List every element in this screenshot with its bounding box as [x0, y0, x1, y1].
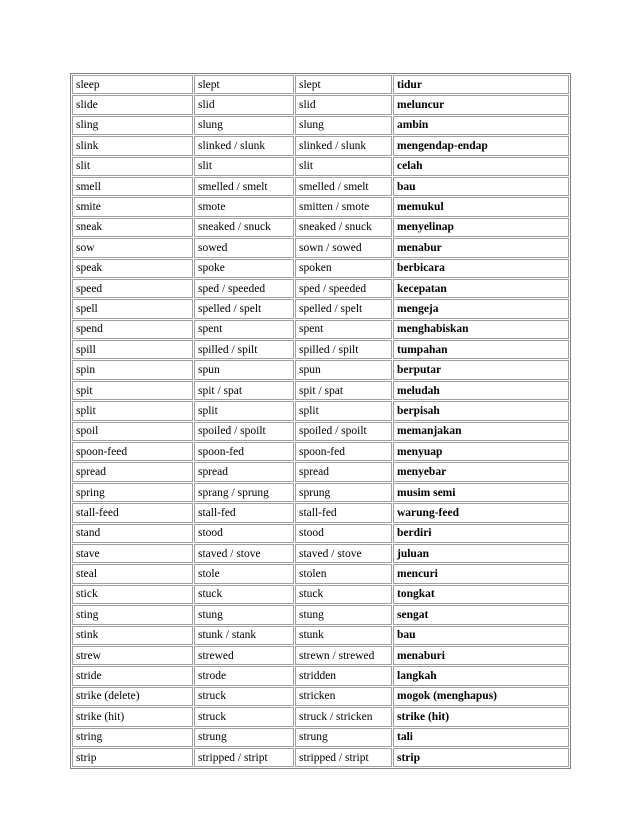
base-form-cell: slide: [72, 95, 193, 114]
base-form-cell: split: [72, 401, 193, 420]
past-tense-cell: spun: [194, 360, 294, 379]
past-participle-cell: stripped / stript: [295, 748, 392, 767]
past-tense-cell: stung: [194, 605, 294, 624]
table-body: [72, 75, 569, 767]
table-row: [72, 626, 569, 645]
base-form-cell: slink: [72, 136, 193, 155]
past-tense-cell: smote: [194, 197, 294, 216]
translation-cell: strip: [393, 748, 569, 767]
past-participle-cell: sneaked / snuck: [295, 218, 392, 237]
base-form-cell: stave: [72, 544, 193, 563]
translation-cell: tongkat: [393, 585, 569, 604]
translation-cell: berdiri: [393, 524, 569, 543]
table-row: [72, 320, 569, 339]
past-participle-cell: struck / stricken: [295, 707, 392, 726]
past-participle-cell: sped / speeded: [295, 279, 392, 298]
past-tense-cell: spoon-fed: [194, 442, 294, 461]
past-tense-cell: slid: [194, 95, 294, 114]
translation-cell: celah: [393, 157, 569, 176]
past-tense-cell: stood: [194, 524, 294, 543]
base-form-cell: spend: [72, 320, 193, 339]
past-participle-cell: slept: [295, 75, 392, 94]
past-participle-cell: stolen: [295, 564, 392, 583]
past-participle-cell: stunk: [295, 626, 392, 645]
past-tense-cell: stole: [194, 564, 294, 583]
past-participle-cell: stood: [295, 524, 392, 543]
past-participle-cell: slit: [295, 157, 392, 176]
translation-cell: juluan: [393, 544, 569, 563]
base-form-cell: sleep: [72, 75, 193, 94]
past-tense-cell: split: [194, 401, 294, 420]
table-row: [72, 401, 569, 420]
past-participle-cell: strewn / strewed: [295, 646, 392, 665]
translation-cell: langkah: [393, 666, 569, 685]
base-form-cell: stink: [72, 626, 193, 645]
table-row: [72, 544, 569, 563]
irregular-verbs-table: [70, 73, 571, 769]
table-row: [72, 177, 569, 196]
past-tense-cell: spelled / spelt: [194, 299, 294, 318]
translation-cell: memukul: [393, 197, 569, 216]
past-participle-cell: spent: [295, 320, 392, 339]
past-participle-cell: spoiled / spoilt: [295, 422, 392, 441]
table-row: [72, 483, 569, 502]
translation-cell: mengendap-endap: [393, 136, 569, 155]
base-form-cell: strike (delete): [72, 687, 193, 706]
past-participle-cell: spelled / spelt: [295, 299, 392, 318]
past-tense-cell: stall-fed: [194, 503, 294, 522]
translation-cell: sengat: [393, 605, 569, 624]
base-form-cell: spill: [72, 340, 193, 359]
past-participle-cell: spit / spat: [295, 381, 392, 400]
translation-cell: menyebar: [393, 462, 569, 481]
past-participle-cell: split: [295, 401, 392, 420]
table-row: [72, 687, 569, 706]
past-participle-cell: stuck: [295, 585, 392, 604]
past-participle-cell: slid: [295, 95, 392, 114]
past-tense-cell: sneaked / snuck: [194, 218, 294, 237]
translation-cell: menabur: [393, 238, 569, 257]
past-participle-cell: spoken: [295, 259, 392, 278]
translation-cell: warung-feed: [393, 503, 569, 522]
document-page: [70, 73, 568, 769]
base-form-cell: smell: [72, 177, 193, 196]
table-row: [72, 707, 569, 726]
table-row: [72, 524, 569, 543]
base-form-cell: sow: [72, 238, 193, 257]
past-participle-cell: sprung: [295, 483, 392, 502]
table-row: [72, 259, 569, 278]
translation-cell: musim semi: [393, 483, 569, 502]
table-row: [72, 748, 569, 767]
base-form-cell: sting: [72, 605, 193, 624]
past-tense-cell: spread: [194, 462, 294, 481]
table-row: [72, 136, 569, 155]
past-tense-cell: sprang / sprung: [194, 483, 294, 502]
translation-cell: kecepatan: [393, 279, 569, 298]
past-participle-cell: spread: [295, 462, 392, 481]
past-tense-cell: spoiled / spoilt: [194, 422, 294, 441]
table-row: [72, 422, 569, 441]
past-tense-cell: stuck: [194, 585, 294, 604]
base-form-cell: stick: [72, 585, 193, 604]
translation-cell: mogok (menghapus): [393, 687, 569, 706]
past-tense-cell: spilled / spilt: [194, 340, 294, 359]
table-row: [72, 503, 569, 522]
past-tense-cell: spit / spat: [194, 381, 294, 400]
translation-cell: strike (hit): [393, 707, 569, 726]
table-row: [72, 585, 569, 604]
base-form-cell: smite: [72, 197, 193, 216]
table-row: [72, 605, 569, 624]
past-tense-cell: spoke: [194, 259, 294, 278]
past-tense-cell: spent: [194, 320, 294, 339]
base-form-cell: sling: [72, 116, 193, 135]
base-form-cell: strip: [72, 748, 193, 767]
past-tense-cell: strewed: [194, 646, 294, 665]
past-participle-cell: stricken: [295, 687, 392, 706]
table-row: [72, 381, 569, 400]
translation-cell: memanjakan: [393, 422, 569, 441]
translation-cell: bau: [393, 177, 569, 196]
translation-cell: berbicara: [393, 259, 569, 278]
past-participle-cell: slinked / slunk: [295, 136, 392, 155]
translation-cell: mencuri: [393, 564, 569, 583]
translation-cell: menyuap: [393, 442, 569, 461]
base-form-cell: stall-feed: [72, 503, 193, 522]
past-tense-cell: struck: [194, 707, 294, 726]
past-tense-cell: strung: [194, 728, 294, 747]
base-form-cell: speak: [72, 259, 193, 278]
table-row: [72, 666, 569, 685]
past-tense-cell: stripped / stript: [194, 748, 294, 767]
base-form-cell: spread: [72, 462, 193, 481]
table-row: [72, 340, 569, 359]
table-row: [72, 238, 569, 257]
base-form-cell: spoil: [72, 422, 193, 441]
past-participle-cell: spoon-fed: [295, 442, 392, 461]
past-participle-cell: stall-fed: [295, 503, 392, 522]
translation-cell: meluncur: [393, 95, 569, 114]
base-form-cell: stride: [72, 666, 193, 685]
past-tense-cell: slit: [194, 157, 294, 176]
past-tense-cell: staved / stove: [194, 544, 294, 563]
table-row: [72, 218, 569, 237]
table-row: [72, 279, 569, 298]
past-participle-cell: smitten / smote: [295, 197, 392, 216]
base-form-cell: speed: [72, 279, 193, 298]
table-row: [72, 157, 569, 176]
table-row: [72, 299, 569, 318]
base-form-cell: string: [72, 728, 193, 747]
translation-cell: menyelinap: [393, 218, 569, 237]
past-participle-cell: staved / stove: [295, 544, 392, 563]
translation-cell: berputar: [393, 360, 569, 379]
past-participle-cell: spun: [295, 360, 392, 379]
translation-cell: ambin: [393, 116, 569, 135]
past-tense-cell: sowed: [194, 238, 294, 257]
translation-cell: tumpahan: [393, 340, 569, 359]
translation-cell: berpisah: [393, 401, 569, 420]
base-form-cell: spit: [72, 381, 193, 400]
table-row: [72, 360, 569, 379]
translation-cell: tali: [393, 728, 569, 747]
translation-cell: meludah: [393, 381, 569, 400]
table-row: [72, 75, 569, 94]
table-row: [72, 197, 569, 216]
base-form-cell: spell: [72, 299, 193, 318]
translation-cell: menghabiskan: [393, 320, 569, 339]
table-row: [72, 116, 569, 135]
translation-cell: menaburi: [393, 646, 569, 665]
table-row: [72, 462, 569, 481]
table-row: [72, 646, 569, 665]
base-form-cell: strike (hit): [72, 707, 193, 726]
past-tense-cell: sped / speeded: [194, 279, 294, 298]
base-form-cell: steal: [72, 564, 193, 583]
table-row: [72, 442, 569, 461]
past-participle-cell: smelled / smelt: [295, 177, 392, 196]
base-form-cell: stand: [72, 524, 193, 543]
past-tense-cell: slept: [194, 75, 294, 94]
table-row: [72, 728, 569, 747]
past-tense-cell: struck: [194, 687, 294, 706]
past-tense-cell: stunk / stank: [194, 626, 294, 645]
base-form-cell: spoon-feed: [72, 442, 193, 461]
past-participle-cell: sown / sowed: [295, 238, 392, 257]
base-form-cell: spring: [72, 483, 193, 502]
base-form-cell: strew: [72, 646, 193, 665]
past-participle-cell: stridden: [295, 666, 392, 685]
translation-cell: bau: [393, 626, 569, 645]
past-participle-cell: spilled / spilt: [295, 340, 392, 359]
translation-cell: tidur: [393, 75, 569, 94]
past-tense-cell: slung: [194, 116, 294, 135]
base-form-cell: slit: [72, 157, 193, 176]
table-row: [72, 95, 569, 114]
past-tense-cell: strode: [194, 666, 294, 685]
translation-cell: mengeja: [393, 299, 569, 318]
base-form-cell: sneak: [72, 218, 193, 237]
past-tense-cell: slinked / slunk: [194, 136, 294, 155]
past-participle-cell: slung: [295, 116, 392, 135]
base-form-cell: spin: [72, 360, 193, 379]
past-participle-cell: strung: [295, 728, 392, 747]
past-tense-cell: smelled / smelt: [194, 177, 294, 196]
table-row: [72, 564, 569, 583]
past-participle-cell: stung: [295, 605, 392, 624]
